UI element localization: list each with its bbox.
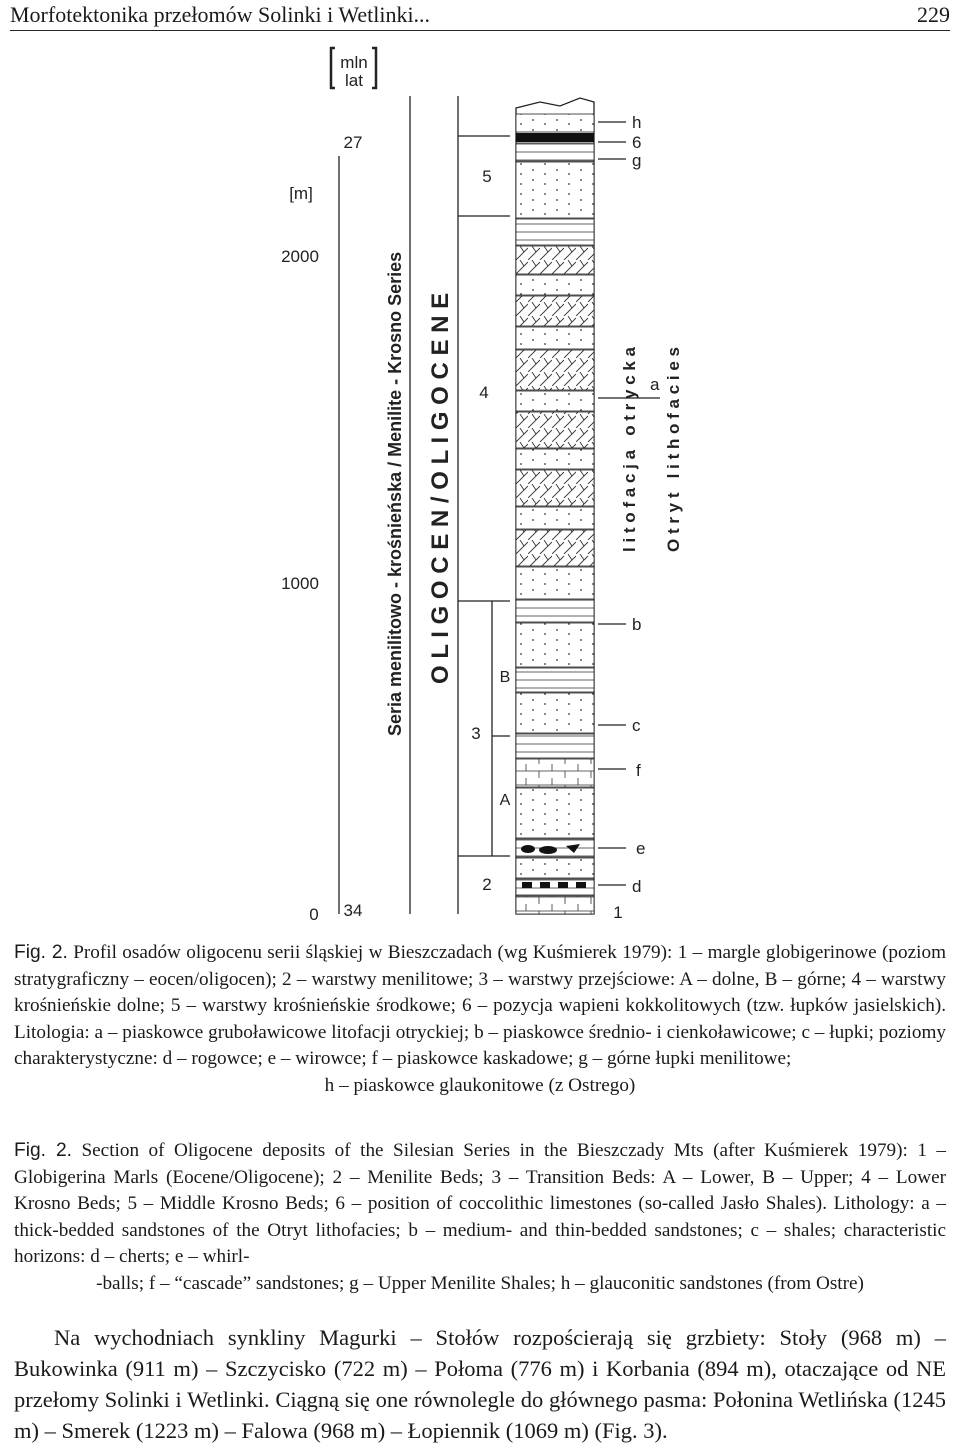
pointer-6-label: 6	[632, 133, 642, 152]
lithofacies-a-label: a	[650, 375, 660, 394]
pointer-e-label: e	[636, 839, 646, 858]
pointer-c-label: c	[632, 716, 641, 735]
lithofacies-pl-label: l i t o f a c j a o t r y c k a	[620, 346, 639, 552]
unit-4-label: 4	[479, 383, 489, 402]
age-bottom-label: 34	[343, 901, 363, 920]
unit-5-label: 5	[482, 167, 492, 186]
unit-1-label: 1	[613, 903, 623, 922]
unit-2-label: 2	[482, 875, 492, 894]
figure-caption-english	[14, 1138, 946, 1297]
caption-pl-last-line: h – piaskowce glaukonitowe (z Ostrego)	[324, 1074, 636, 1096]
pointer-d-label: d	[632, 877, 642, 896]
running-title: Morfotektonika przełomów Solinki i Wetlinki...	[10, 2, 431, 27]
unit-A-label: A	[499, 792, 511, 809]
pointer-b-label: b	[632, 615, 642, 634]
depth-scale	[281, 184, 319, 924]
unit-column	[458, 136, 510, 856]
caption-pl-text: Profil osadów oligocenu serii śląskiej w Bieszczadach (wg Kuśmierek 1979): 1 – margle globigerinowe (poziom stratygraficzny – eocen/oligocen); 2 – warstwy menilitowe; 3 – warstwy przejściowe: A – dolne, B – górne; 4 – warstwy krośnieńskie dolne; 5 – warstwy krośnieńskie środkowe; 6 – pozycja wapieni kokkolitowych (tzw. łupków jasielskich). Litologia: a – piaskowce gruboławicowe litofacji otryckiej; b – piaskowce średnio- i cienkoławicowe; c – łupki; poziomy charakterystyczne: d – rogowce; e – wirowce; f – piaskowce kaskadowe; g – górne łupki menilitowe;	[14, 942, 946, 1069]
age-top-label: 27	[343, 133, 363, 152]
series-label: Seria menilitowo - krośnieńska / Menilite - Krosno Series	[385, 251, 405, 736]
depth-tick-2000: 2000	[281, 247, 319, 266]
pointer-g-label: g	[632, 151, 642, 170]
age-unit-line1: mln	[340, 53, 368, 72]
unit-B-label: B	[499, 669, 511, 686]
caption-en-text: Section of Oligocene deposits of the Silesian Series in the Bieszczady Mts (after Kuśmierek 1979): 1 – Globigerina Marls (Eocene/Oligocene); 2 – Menilite Beds; 3 – Transition Beds: A – Lower, B – Upper; 4 – Lower Krosno Beds; 5 – Middle Krosno Beds; 6 – position of coccolithic limestones (so-called Jasło Shales). Lithology: a – thick-bedded sandstones of the Otryt lithofacies; b – medium- and thin-bedded sandstones; c – shales; characteristic horizons: d – cherts; e – whirl-	[14, 1140, 946, 1267]
body-paragraph: Na wychodniach synkliny Magurki – Stołów rozpościerają się grzbiety: Stoły (968 m) – Bukowinka (911 m) – Szczycisko (722 m) – Połoma (776 m) i Korbania (894 m), otaczające od NE przełomy Solinki i Wetlinki. Ciągną się one równolegle do głównego pasma: Połonina Wetlińska (1245 m) – Smerek (1223 m) – Falowa (968 m) – Łopiennik (1069 m) (Fig. 3).	[14, 1325, 946, 1443]
age-scale	[331, 48, 376, 920]
depth-tick-1000: 1000	[281, 574, 319, 593]
age-unit-line2: lat	[345, 71, 363, 90]
pointer-h-label: h	[632, 113, 642, 132]
epoch-label: O L I G O C E N / O L I G O C E N E	[427, 292, 454, 684]
stratigraphic-column-figure	[0, 36, 960, 926]
caption-en-label: Fig. 2.	[14, 1140, 72, 1161]
page-number: 229	[917, 2, 950, 27]
lithology-column	[516, 98, 594, 914]
caption-en-last-line: -balls; f – “cascade” sandstones; g – Upper Menilite Shales; h – glauconitic sandstones (from Ostre)	[96, 1272, 864, 1294]
lithofacies-en-label: O t r y t l i t h o f a c i e s	[664, 347, 683, 552]
depth-tick-0: 0	[309, 905, 319, 924]
figure-caption-polish	[14, 940, 946, 1099]
pointer-f-label: f	[636, 761, 641, 780]
running-header	[10, 0, 950, 31]
caption-pl-label: Fig. 2.	[14, 942, 68, 963]
unit-3-label: 3	[471, 724, 481, 743]
depth-unit: [m]	[289, 184, 313, 203]
